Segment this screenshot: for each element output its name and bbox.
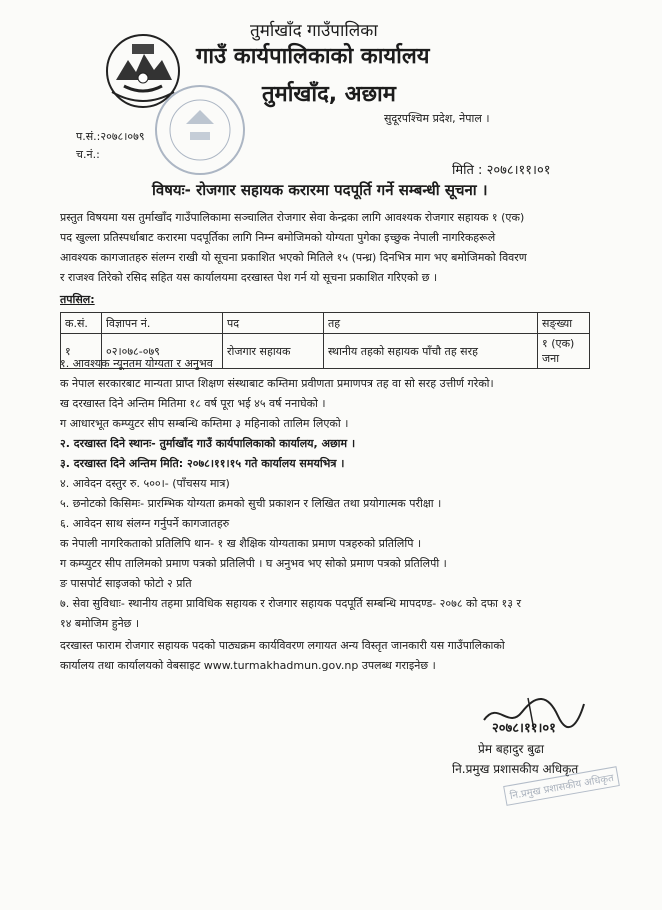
intro-line: आवश्यक कागजातहरु संलग्न राखी यो सूचना प्रकाशित भएको मितिले १५ (पन्ध्र) दिनभित्र माग भए बमोजिमको विवरण — [60, 251, 527, 264]
table-header: सङ्ख्या — [538, 313, 590, 334]
list-item: क नेपाल सरकारबाट मान्यता प्राप्त शिक्षण संस्थाबाट कम्तिमा प्रवीणता प्रमाणपत्र तह वा सो सरह उत्तीर्ण गरेको। — [60, 377, 494, 390]
table-header: तह — [324, 313, 538, 334]
list-item: ६. आवेदन साथ संलग्न गर्नुपर्ने कागजातहरु — [60, 517, 230, 530]
office-location: तुर्माखाँद, अछाम — [262, 82, 396, 107]
dispatch-number: च.नं.: — [76, 148, 100, 161]
signatory-title: नि.प्रमुख प्रशासकीय अधिकृत — [452, 762, 579, 776]
province-line: सुदूरपश्चिम प्रदेश, नेपाल । — [384, 112, 490, 125]
officer-stamp — [496, 738, 616, 808]
notice-subject: विषयः- रोजगार सहायक करारमा पदपूर्ति गर्ने सम्बन्धी सूचना । — [152, 181, 488, 199]
table-cell: स्थानीय तहको सहायक पाँचौ तह सरह — [324, 334, 538, 369]
signature-date: २०७८।११।०१ — [492, 721, 556, 736]
list-item: ३. दरखास्त दिने अन्तिम मिति: २०७८।११।१५ गते कार्यालय समयभित्र । — [60, 457, 345, 470]
intro-line: प्रस्तुत विषयमा यस तुर्माखाँद गाउँपालिकामा सञ्चालित रोजगार सेवा केन्द्रका लागि आवश्यक रोजगार सहायक १ (एक) — [60, 211, 525, 224]
table-cell: १ — [61, 334, 102, 369]
list-item: ग आधारभूत कम्प्युटर सीप सम्बन्धि कम्तिमा ३ महिनाको तालिम लिएको । — [60, 417, 349, 430]
table-cell: रोजगार सहायक — [223, 334, 324, 369]
notice-date: मिति : २०७८।११।०१ — [452, 163, 551, 178]
signatory-name: प्रेम बहादुर बुढा — [478, 742, 544, 756]
list-item: ७. सेवा सुविधाः- स्थानीय तहमा प्राविधिक सहायक र रोजगार सहायक पदपूर्ति सम्बन्धि मापदण्ड- २०७८ को दफा १३ र — [60, 597, 521, 610]
list-item: क नेपाली नागरिकताको प्रतिलिपि थान- १ ख शैक्षिक योग्यताका प्रमाण पत्रहरुको प्रतिलिपि । — [60, 537, 422, 550]
list-item: दरखास्त फाराम रोजगार सहायक पदको पाठ्यक्रम कार्यविवरण लगायत अन्य विस्तृत जानकारी यस गाउँपालिकाको — [60, 639, 505, 652]
list-item: ख दरखास्त दिने अन्तिम मितिमा १८ वर्ष पूरा भई ४५ वर्ष ननाघेको । — [60, 397, 326, 410]
intro-line: र राजश्व तिरेको रसिद सहित यस कार्यालयमा दरखास्त पेश गर्न यो सूचना प्रकाशित गरिएको छ । — [60, 271, 438, 284]
table-header: पद — [223, 313, 324, 334]
table-cell: १ (एक) जना — [538, 334, 590, 369]
table-header-row — [61, 313, 590, 334]
table-cell: ०२।०७८-०७९ — [102, 334, 223, 369]
municipality-name: तुर्माखाँद गाउँपालिका — [250, 21, 378, 41]
list-item: कार्यालय तथा कार्यालयको वेबसाइट www.turmakhadmun.gov.np उपलब्ध गराइनेछ । — [60, 659, 436, 672]
intro-line: पद खुल्ला प्रतिस्पर्धाबाट करारमा पदपूर्तिका लागि निम्न बमोजिमको योग्यता पुगेका इच्छुक नेपाली नागरिकहरूले — [60, 231, 496, 244]
list-item: ङ पासपोर्ट साइजको फोटो २ प्रति — [60, 577, 192, 590]
office-name: गाउँ कार्यपालिकाको कार्यालय — [196, 44, 430, 69]
list-item: २. दरखास्त दिने स्थानः- तुर्माखाँद गाउँ कार्यपालिकाको कार्यालय, अछाम । — [60, 437, 356, 450]
table-header: क.सं. — [61, 313, 102, 334]
list-item: ग कम्प्युटर सीप तालिमको प्रमाण पत्रको प्रतिलिपी । घ अनुभव भए सोको प्रमाण पत्रको प्रतिलिपी । — [60, 557, 447, 570]
list-item: ५. छनोटको किसिमः- प्रारम्भिक योग्यता क्रमको सुची प्रकाशन र लिखित तथा प्रयोगात्मक परीक्षा । — [60, 497, 442, 510]
list-item: १. आवश्यक न्यूनतम योग्यता र अनुभव — [60, 357, 213, 370]
stamp-text: नि.प्रमुख प्रशासकीय अधिकृत — [503, 766, 620, 806]
table-header: विज्ञापन नं. — [102, 313, 223, 334]
list-item: १४ बमोजिम हुनेछ । — [60, 617, 140, 630]
list-item: ४. आवेदन दस्तुर रु. ५००।- (पाँचसय मात्र) — [60, 477, 230, 490]
details-label: तपसिल: — [60, 293, 95, 306]
reference-number: प.सं.:२०७८।०७९ — [76, 130, 145, 143]
office-stamp-icon — [150, 80, 250, 180]
